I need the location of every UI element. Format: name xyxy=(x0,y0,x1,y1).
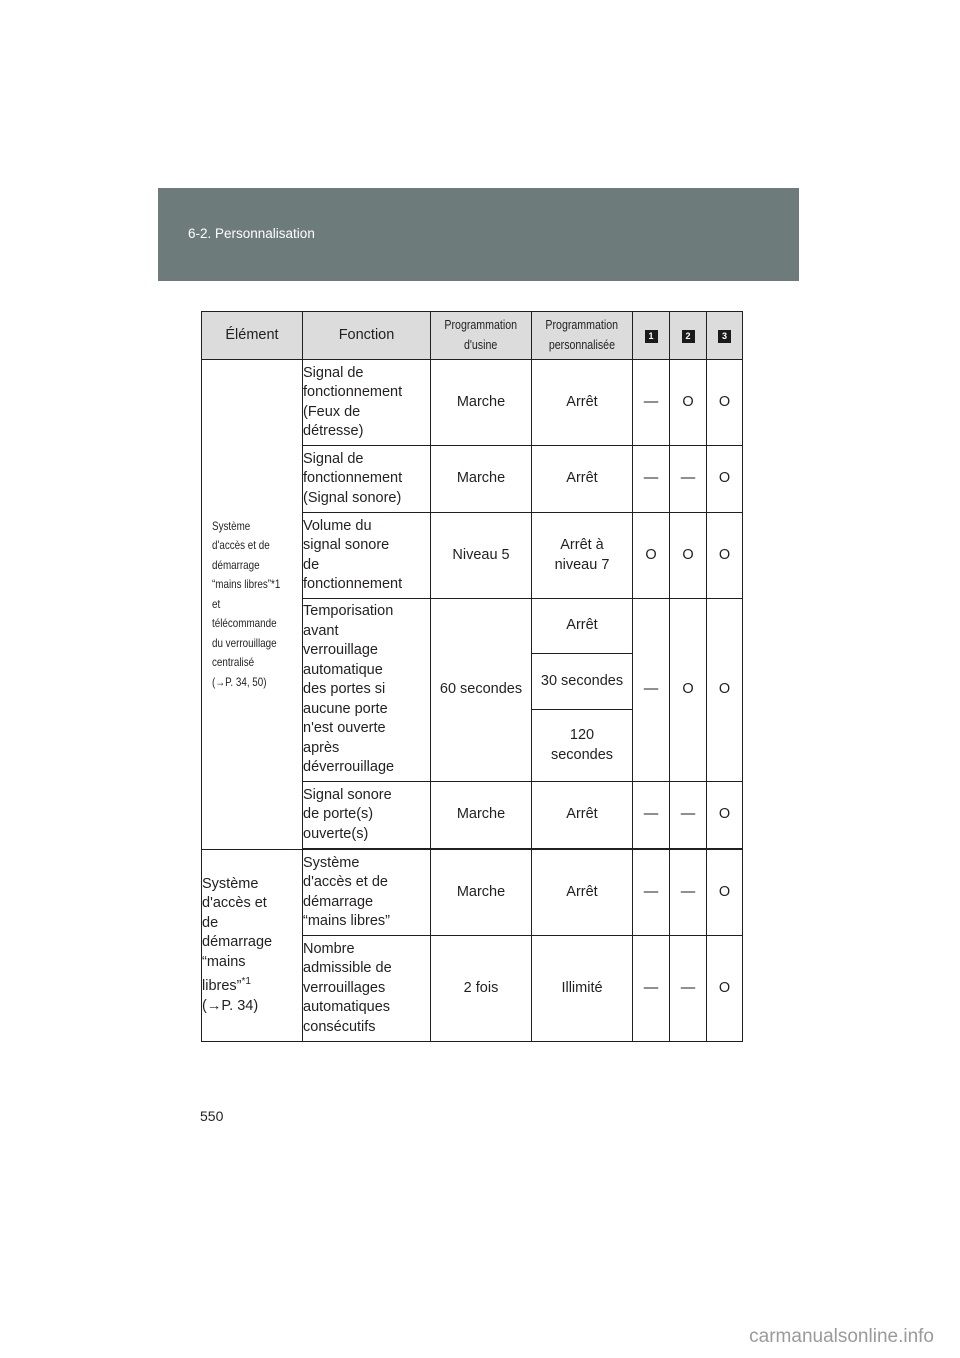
function-cell: Nombre admissible de verrouillages automatiques consécutifs xyxy=(303,936,431,1042)
table-row xyxy=(202,850,743,936)
col2-value: — xyxy=(670,446,707,513)
function-cell: Signal de fonctionnement (Signal sonore) xyxy=(303,446,431,513)
element-cell-group1: Système d'accès et de démarrage “mains libres”*1 et télécommande du verrouillage centralisé (→P. 34, 50) xyxy=(202,360,303,850)
col1-value: O xyxy=(633,513,670,599)
custom-value: Arrêt xyxy=(532,446,633,513)
option-30s: 30 secondes xyxy=(532,654,632,710)
custom-options-cell xyxy=(532,599,633,782)
customization-table xyxy=(201,311,743,1042)
function-cell: Système d'accès et de démarrage “mains libres” xyxy=(303,850,431,936)
custom-value: Arrêt à niveau 7 xyxy=(532,513,633,599)
function-cell: Volume du signal sonore de fonctionnement xyxy=(303,513,431,599)
col3-value: O xyxy=(707,850,743,936)
custom-value: Arrêt xyxy=(532,850,633,936)
col2-value: — xyxy=(670,936,707,1042)
custom-value: Illimité xyxy=(532,936,633,1042)
header-custom-setting: Programmation personnalisée xyxy=(532,312,633,360)
page-number: 550 xyxy=(200,1108,224,1124)
function-cell: Signal de fonctionnement (Feux de détresse) xyxy=(303,360,431,446)
col2-value: — xyxy=(670,850,707,936)
header-col-2 xyxy=(670,312,707,360)
col1-value: — xyxy=(633,850,670,936)
col2-value: O xyxy=(670,599,707,782)
option-off: Arrêt xyxy=(532,599,632,654)
header-element: Élément xyxy=(202,312,303,360)
factory-value: Niveau 5 xyxy=(431,513,532,599)
number-3-icon: 3 xyxy=(718,330,731,343)
col2-value: — xyxy=(670,782,707,849)
col3-value: O xyxy=(707,446,743,513)
col2-value: O xyxy=(670,360,707,446)
header-col-3 xyxy=(707,312,743,360)
header-factory-setting: Programmation d'usine xyxy=(431,312,532,360)
header-fonction: Fonction xyxy=(303,312,431,360)
table-row xyxy=(202,360,743,446)
option-120s: 120 secondes xyxy=(550,727,614,763)
col3-value: O xyxy=(707,936,743,1042)
factory-value: Marche xyxy=(431,360,532,446)
col1-value: — xyxy=(633,360,670,446)
col3-value: O xyxy=(707,360,743,446)
factory-value: Marche xyxy=(431,782,532,849)
col1-value: — xyxy=(633,599,670,782)
factory-value: 60 secondes xyxy=(431,599,532,782)
number-1-icon: 1 xyxy=(645,330,658,343)
col2-value: O xyxy=(670,513,707,599)
col1-value: — xyxy=(633,936,670,1042)
watermark: carmanualsonline.info xyxy=(749,1326,934,1347)
col3-value: O xyxy=(707,599,743,782)
element-cell-group2: Système d'accès et de démarrage “mains libres”$^{*1}$ (→P. 34) xyxy=(202,850,303,1042)
factory-value: Marche xyxy=(431,446,532,513)
col3-value: O xyxy=(707,782,743,849)
function-cell: Temporisation avant verrouillage automatique des portes si aucune porte n'est ouverte après déverrouillage xyxy=(303,599,431,782)
custom-value: Arrêt xyxy=(532,782,633,849)
header-col-1 xyxy=(633,312,670,360)
function-cell: Signal sonore de porte(s) ouverte(s) xyxy=(303,782,431,849)
col1-value: — xyxy=(633,446,670,513)
col3-value: O xyxy=(707,513,743,599)
number-2-icon: 2 xyxy=(682,330,695,343)
section-title: 6-2. Personnalisation xyxy=(188,226,315,241)
col1-value: — xyxy=(633,782,670,849)
factory-value: Marche xyxy=(431,850,532,936)
factory-value: 2 fois xyxy=(431,936,532,1042)
custom-value: Arrêt xyxy=(532,360,633,446)
section-header xyxy=(158,188,799,281)
table-header-row xyxy=(202,312,743,360)
